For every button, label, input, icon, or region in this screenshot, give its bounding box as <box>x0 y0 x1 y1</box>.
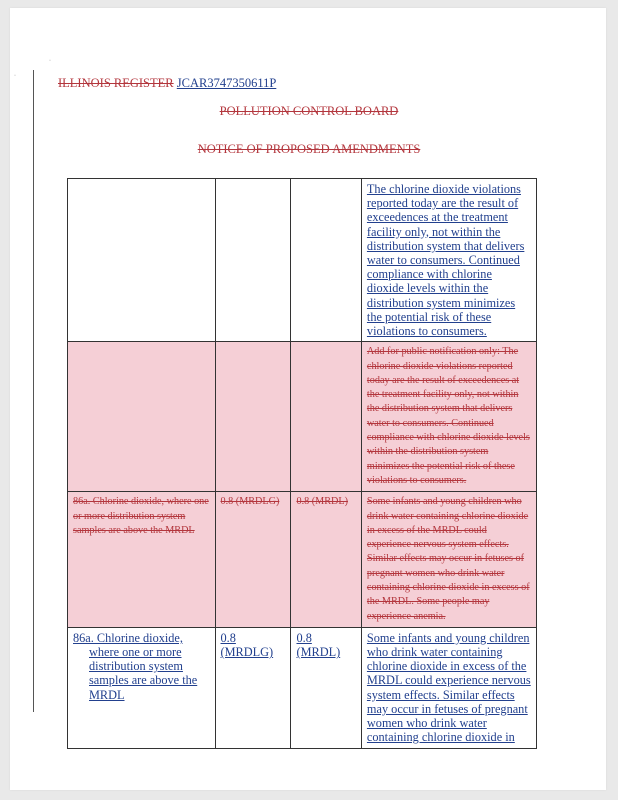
notice-title: NOTICE OF PROPOSED AMENDMENTS <box>197 142 421 156</box>
table-cell <box>68 627 216 748</box>
table-cell <box>215 179 291 342</box>
table-row <box>68 492 537 628</box>
margin-rule <box>33 70 34 712</box>
table-row <box>68 179 537 342</box>
table-cell <box>215 627 291 748</box>
deleted-text: Add for public notification only: The chlorine dioxide violations reported today are the result of exceedences at the treatment facility only, not within the distribution system that delivers water to consumers. Continued compliance with chlorine dioxide levels within the distribution system minimizes the potential risk of these violations to consumers. <box>366 346 530 486</box>
table-cell <box>291 179 361 342</box>
table-cell <box>361 627 536 748</box>
scan-mark: · <box>49 58 51 64</box>
table-row <box>68 627 537 748</box>
inserted-text: Some infants and young children who drink water containing chlorine dioxide in excess of the MRDL could experience nervous system effects. Similar effects may occur in fetuses of pregnant women who drink water containing chlorine dioxide in <box>366 630 531 745</box>
deleted-text: 86a. Chlorine dioxide, where one or more distribution system samples are above the MRDL <box>73 496 209 536</box>
inserted-text: 0.8 (MRDL) <box>296 630 341 660</box>
table-row <box>68 342 537 492</box>
amendment-table <box>67 178 537 749</box>
table-cell <box>215 342 291 492</box>
register-header <box>58 76 276 91</box>
register-deleted: ILLINOIS REGISTER <box>58 76 174 90</box>
table-cell <box>361 179 536 342</box>
scan-mark: · <box>14 73 16 79</box>
table-cell <box>291 492 361 628</box>
table-cell <box>68 492 216 628</box>
inserted-text: 86a. Chlorine dioxide, where one or more distribution system samples are above the MRDL <box>73 630 198 702</box>
table-cell <box>215 492 291 628</box>
board-title: POLLUTION CONTROL BOARD <box>219 104 399 118</box>
deleted-text: Some infants and young children who drink water containing chlorine dioxide in excess of the MRDL could experience nervous system effects. Similar effects may occur in fetuses of pregnant women who drink water containing chlorine dioxide in excess of the MRDL. Some people may experience anemia. <box>366 496 530 622</box>
table-cell <box>361 342 536 492</box>
inserted-text: The chlorine dioxide violations reported today are the result of exceedences at the treatment facility only, not within the distribution system that delivers water to consumers. Continued compliance with chlorine dioxide levels within the distribution system minimizes the potential risk of these violations to consumers. <box>366 182 525 339</box>
table-cell <box>291 342 361 492</box>
table-cell <box>291 627 361 748</box>
deleted-text: 0.8 (MRDLG) <box>220 496 280 508</box>
inserted-text: 0.8 (MRDLG) <box>220 630 274 660</box>
table-cell <box>68 342 216 492</box>
table-cell <box>361 492 536 628</box>
deleted-text: 0.8 (MRDL) <box>296 496 348 508</box>
table-cell <box>68 179 216 342</box>
register-inserted: JCAR3747350611P <box>176 76 277 90</box>
